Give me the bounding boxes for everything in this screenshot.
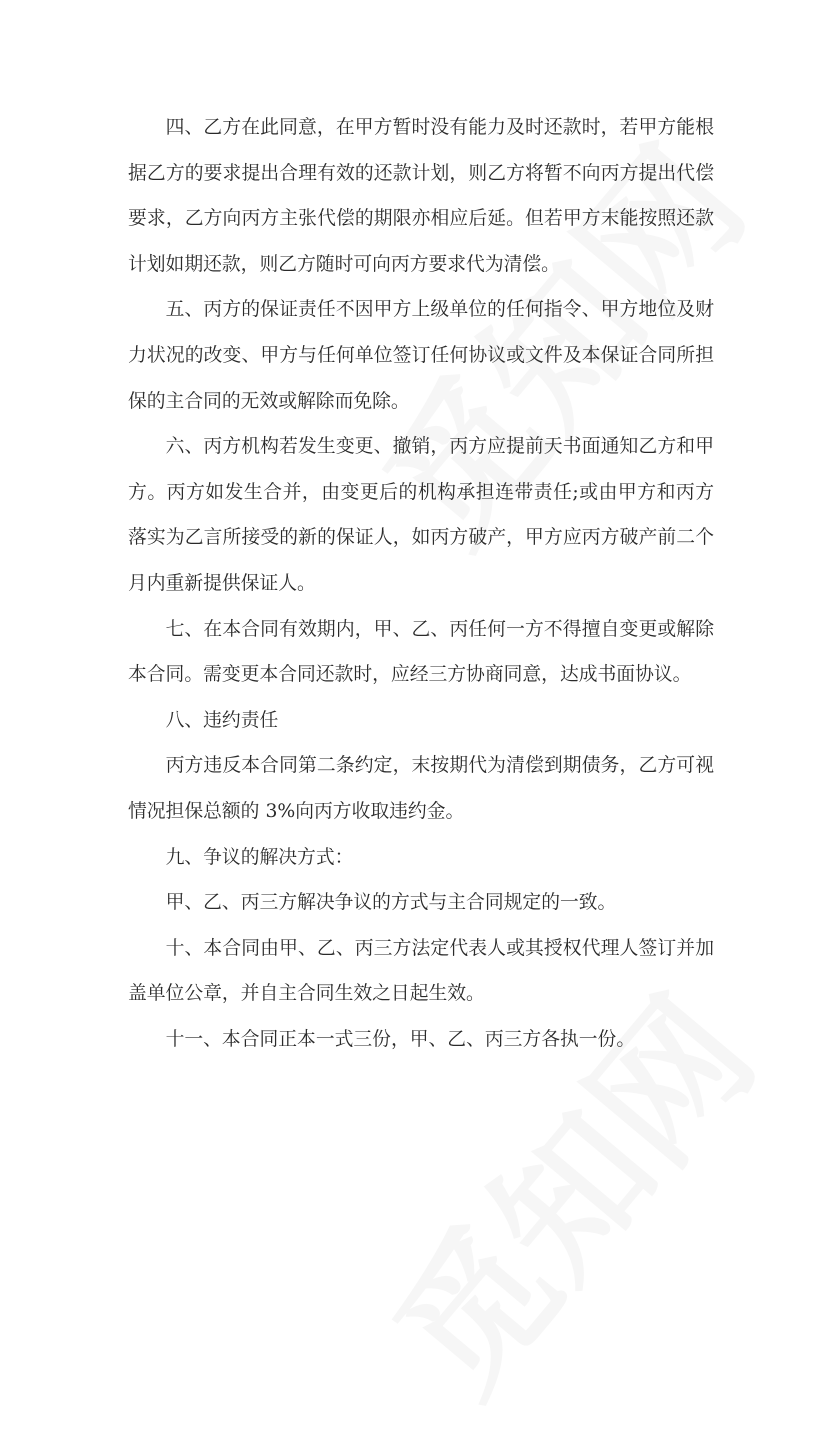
clause-6: 六、丙方机构若发生变更、撤销，丙方应提前天书面通知乙方和甲方。丙方如发生合并，由变更后的机构承担连带责任;或由甲方和丙方落实为乙言所接受的新的保证人，如丙方破产，甲方应丙方破产前二个月内重新提供保证人。 <box>128 436 714 594</box>
clause-10: 十、本合同由甲、乙、丙三方法定代表人或其授权代理人签订并加盖单位公章，并自主合同生效之日起生效。 <box>128 937 714 1005</box>
clause-9-body: 甲、乙、丙三方解决争议的方式与主合同规定的一致。 <box>165 892 617 914</box>
clause-8-heading: 八、违约责任 <box>165 709 279 731</box>
clause-7: 七、在本合同有效期内，甲、乙、丙任何一方不得擅自变更或解除本合同。需变更本合同还款时，应经三方协商同意，达成书面协议。 <box>128 618 714 686</box>
clause-9-heading: 九、争议的解决方式： <box>165 846 354 868</box>
clause-4: 四、乙方在此同意，在甲方暂时没有能力及时还款时，若甲方能根据乙方的要求提出合理有效的还款计划，则乙方将暂不向丙方提出代偿要求，乙方向丙方主张代偿的期限亦相应后延。但若甲方末能按照还款计划如期还款，则乙方随时可向丙方要求代为清偿。 <box>128 117 714 275</box>
clause-8-body: 丙方违反本合同第二条约定，末按期代为清偿到期债务，乙方可视情况担保总额的 3%向丙方收取违约金。 <box>128 755 714 822</box>
document-body <box>128 105 714 1062</box>
clause-11: 十一、本合同正本一式三份，甲、乙、丙三方各执一份。 <box>165 1028 636 1050</box>
clause-5: 五、丙方的保证责任不因甲方上级单位的任何指令、甲方地位及财力状况的改变、甲方与任何单位签订任何协议或文件及本保证合同所担保的主合同的无效或解除而免除。 <box>128 299 714 412</box>
